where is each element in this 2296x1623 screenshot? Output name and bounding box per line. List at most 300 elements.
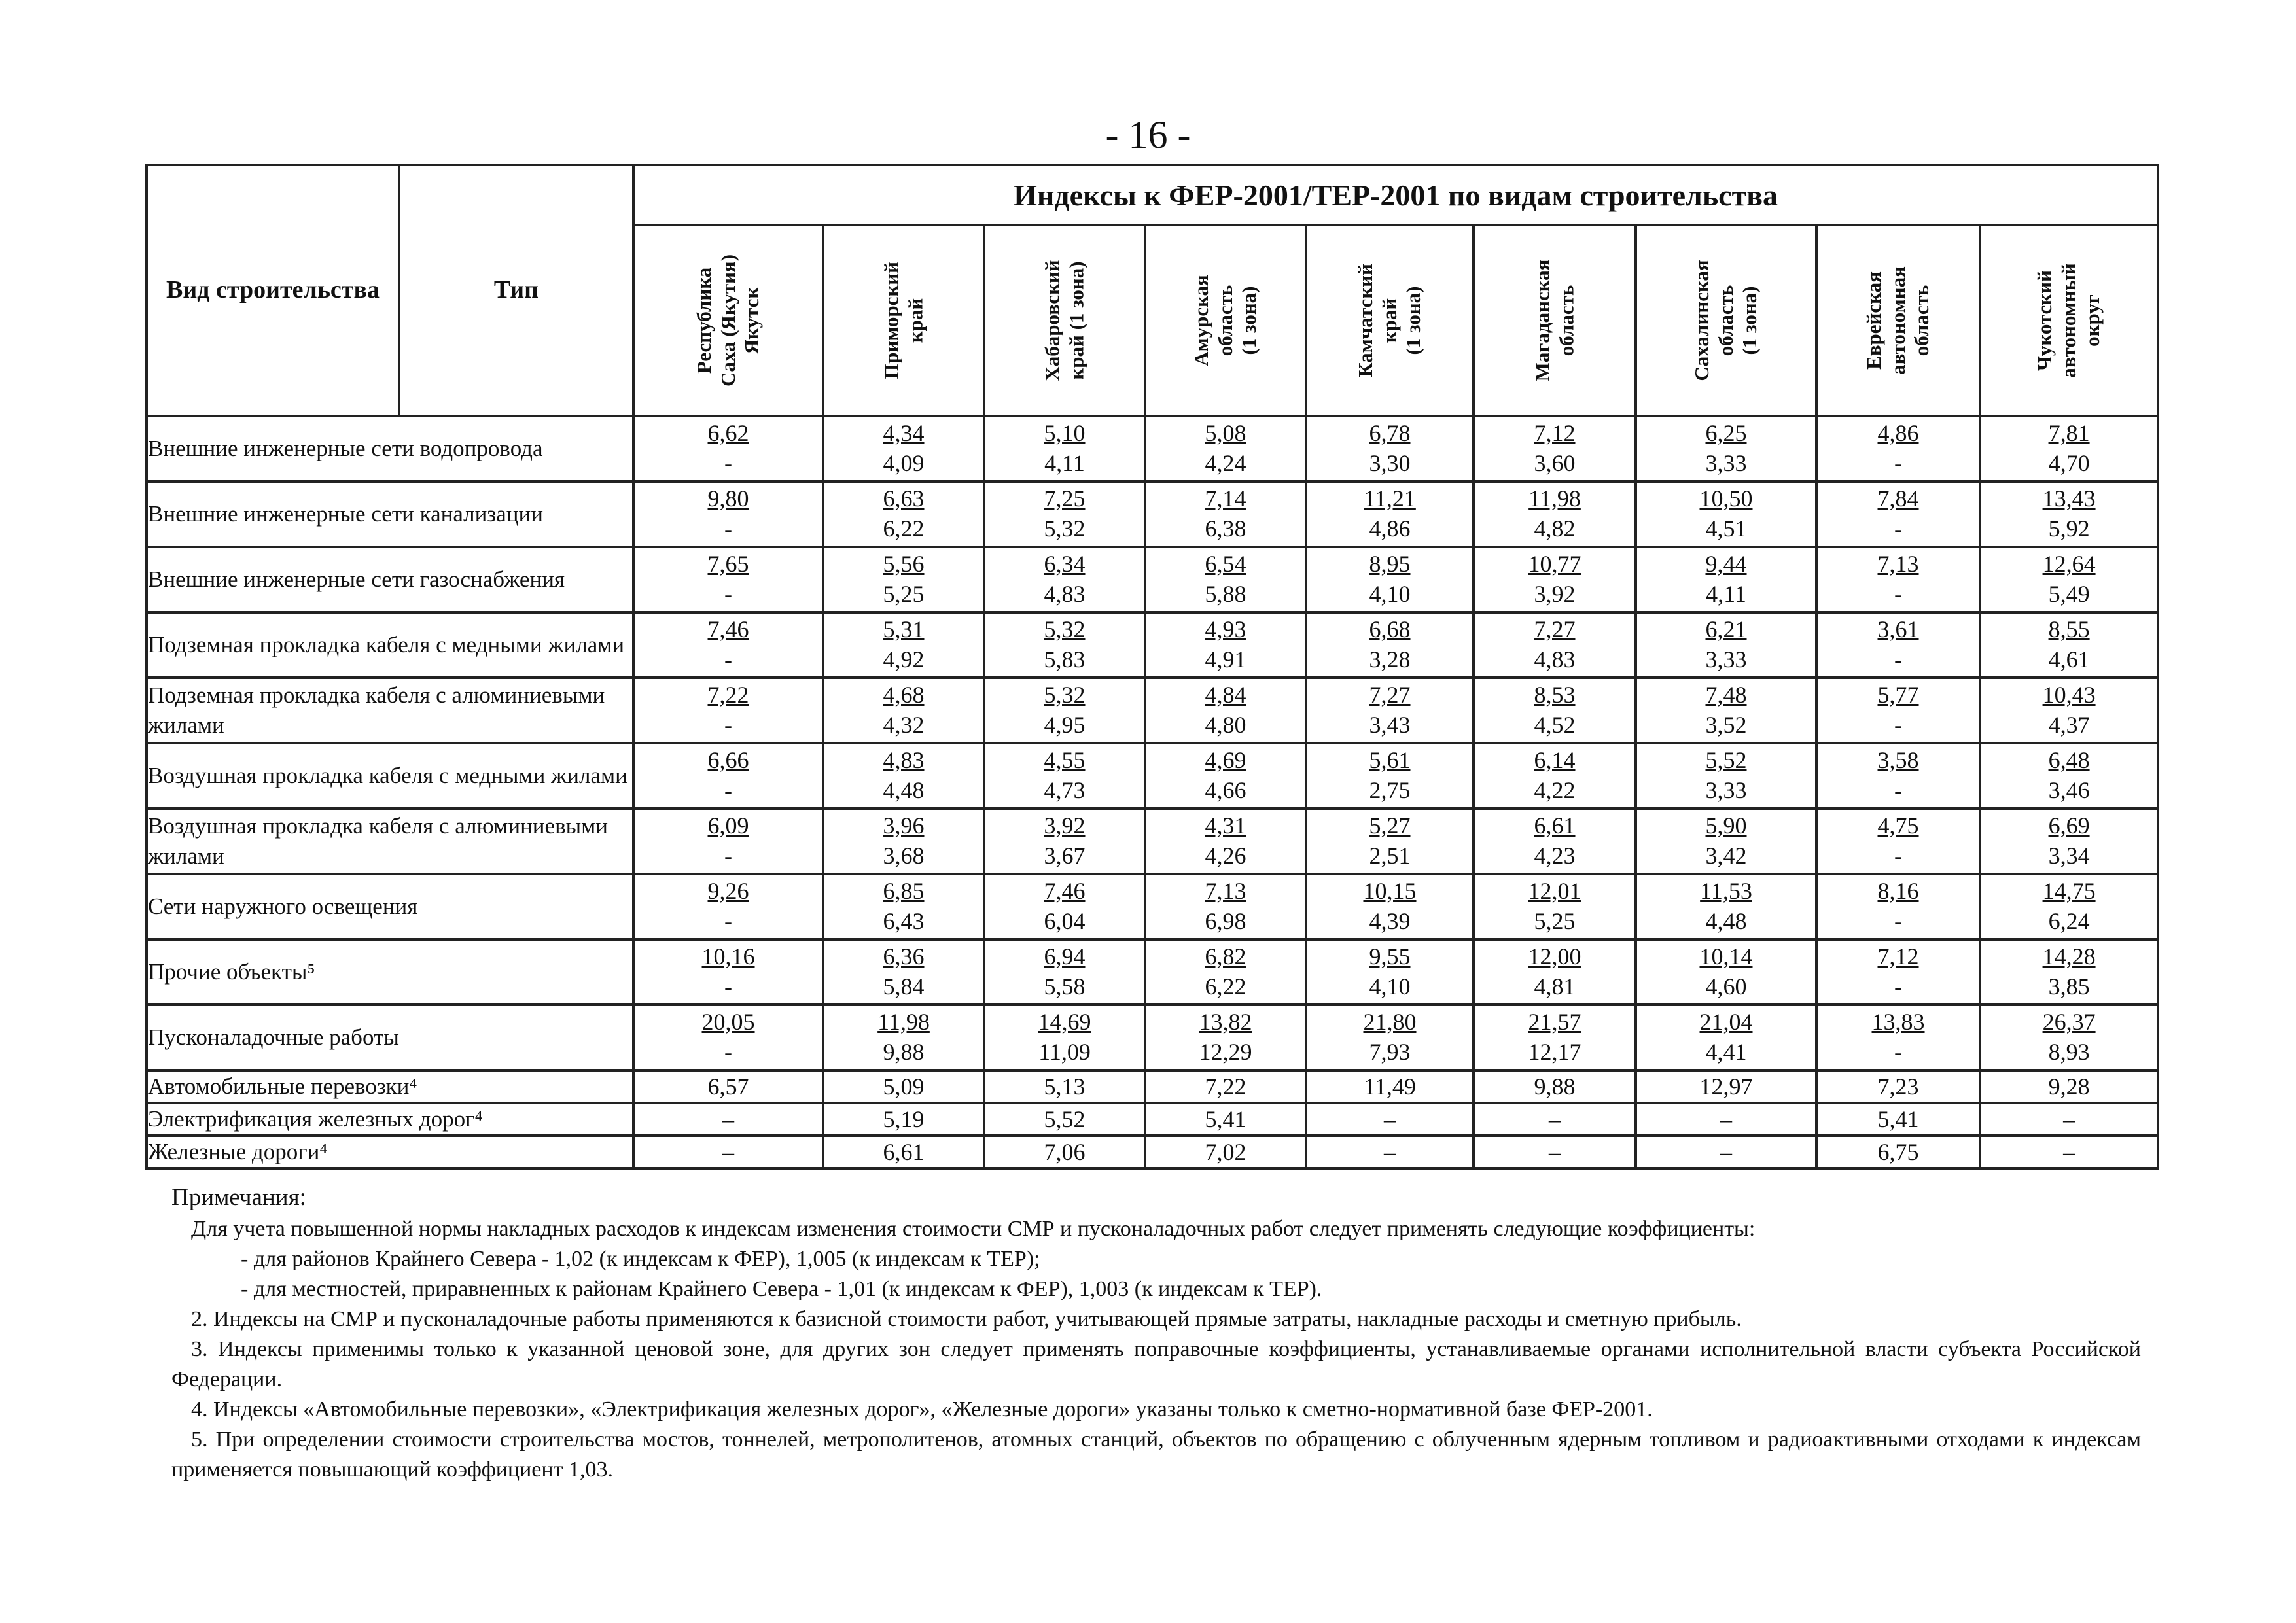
table-row xyxy=(147,743,2158,809)
index-smr: 11,21 xyxy=(1364,485,1416,512)
index-pnr: 4,60 xyxy=(1705,973,1747,1000)
index-cell xyxy=(1306,939,1474,1005)
index-cell xyxy=(1816,809,1980,874)
index-smr: 4,34 xyxy=(883,420,925,446)
index-cell: 6,75 xyxy=(1816,1136,1980,1168)
table-row xyxy=(147,1103,2158,1136)
index-cell xyxy=(1636,1005,1816,1070)
index-cell xyxy=(823,743,984,809)
index-cell: 6,57 xyxy=(633,1070,823,1103)
index-cell xyxy=(1980,743,2158,809)
index-pnr: - xyxy=(724,646,732,672)
index-cell xyxy=(633,612,823,678)
table-row xyxy=(147,874,2158,939)
index-pnr: 3,28 xyxy=(1369,646,1411,672)
table-row xyxy=(147,1005,2158,1070)
index-cell xyxy=(1306,416,1474,481)
index-pnr: - xyxy=(1894,450,1902,476)
index-cell xyxy=(1636,743,1816,809)
index-cell: 9,28 xyxy=(1980,1070,2158,1103)
index-smr: 6,68 xyxy=(1369,616,1411,642)
index-cell xyxy=(823,678,984,743)
index-pnr: 3,67 xyxy=(1044,843,1086,869)
index-cell xyxy=(1474,939,1636,1005)
index-cell: 7,22 xyxy=(1145,1070,1306,1103)
table-row xyxy=(147,416,2158,481)
row-name: Внешние инженерные сети газоснабжения xyxy=(147,547,633,612)
index-pnr: 4,39 xyxy=(1369,908,1411,934)
index-smr: 9,26 xyxy=(707,878,749,904)
index-cell xyxy=(1474,678,1636,743)
index-smr: 10,15 xyxy=(1363,878,1417,904)
region-label-line: край xyxy=(1377,298,1401,343)
index-smr: 6,78 xyxy=(1369,420,1411,446)
index-cell xyxy=(984,1005,1145,1070)
index-cell xyxy=(1145,874,1306,939)
index-cell: – xyxy=(1980,1103,2158,1136)
region-label-line: область xyxy=(1714,285,1737,357)
region-header-3 xyxy=(984,225,1145,416)
index-cell xyxy=(1636,874,1816,939)
index-pnr: 4,09 xyxy=(883,450,925,476)
index-cell xyxy=(1474,809,1636,874)
index-pnr: 3,46 xyxy=(2048,777,2090,803)
index-smr: 6,66 xyxy=(707,747,749,773)
index-smr: 5,61 xyxy=(1369,747,1411,773)
index-cell xyxy=(1636,678,1816,743)
region-label-line: край xyxy=(904,298,927,343)
row-name: Внешние инженерные сети канализации xyxy=(147,481,633,547)
row-name: Электрификация железных дорог⁴ xyxy=(147,1103,633,1136)
index-cell xyxy=(1306,612,1474,678)
index-pnr: 4,11 xyxy=(1044,450,1085,476)
index-cell xyxy=(1816,612,1980,678)
note-5: 5. При определении стоимости строительства мостов, тоннелей, метрополитенов, атомных станций, объектов по обращению с облученным ядерным топливом и радиоактивными отходами к индексам применяется повышающий коэффициент 1,03. xyxy=(171,1427,2141,1482)
index-pnr: 4,70 xyxy=(2048,450,2090,476)
region-header-2 xyxy=(823,225,984,416)
index-pnr: 4,32 xyxy=(883,712,925,738)
index-cell xyxy=(1636,612,1816,678)
region-label-line: (1 зона) xyxy=(1402,286,1425,355)
index-cell xyxy=(1474,874,1636,939)
index-smr: 7,46 xyxy=(707,616,749,642)
index-smr: 7,14 xyxy=(1205,485,1246,512)
index-cell xyxy=(1306,874,1474,939)
index-pnr: 4,52 xyxy=(1534,712,1576,738)
index-cell xyxy=(633,874,823,939)
index-smr: 11,53 xyxy=(1700,878,1752,904)
index-smr: 10,43 xyxy=(2042,682,2096,708)
index-pnr: - xyxy=(1894,646,1902,672)
row-name: Воздушная прокладка кабеля с медными жилами xyxy=(147,743,633,809)
index-cell xyxy=(1816,743,1980,809)
index-smr: 5,27 xyxy=(1369,812,1411,839)
index-smr: 6,63 xyxy=(883,485,925,512)
region-label-line: Магаданская xyxy=(1530,259,1554,382)
index-pnr: - xyxy=(1894,777,1902,803)
index-smr: 9,44 xyxy=(1705,551,1747,577)
note-intro: Для учета повышенной нормы накладных расходов к индексам изменения стоимости СМР и пусконаладочных работ следует применять следующие коэффициенты: xyxy=(191,1217,1756,1241)
index-cell xyxy=(1980,612,2158,678)
index-pnr: 4,23 xyxy=(1534,843,1576,869)
table-row xyxy=(147,809,2158,874)
index-smr: 6,14 xyxy=(1534,747,1576,773)
index-smr: 6,69 xyxy=(2048,812,2090,839)
index-smr: 4,55 xyxy=(1044,747,1086,773)
index-smr: 7,12 xyxy=(1877,943,1919,969)
index-pnr: - xyxy=(724,581,732,607)
index-pnr: 4,51 xyxy=(1705,515,1747,542)
index-cell xyxy=(1816,1005,1980,1070)
index-smr: 3,58 xyxy=(1877,747,1919,773)
table-row xyxy=(147,678,2158,743)
index-cell: – xyxy=(633,1103,823,1136)
index-smr: 14,75 xyxy=(2042,878,2096,904)
index-pnr: 4,22 xyxy=(1534,777,1576,803)
index-pnr: 12,29 xyxy=(1199,1039,1252,1065)
note-sub-2: - для местностей, приравненных к районам Крайнего Севера - 1,01 (к индексам к ФЕР), 1,003 (к индексам к ТЕР). xyxy=(241,1277,1322,1301)
region-label xyxy=(1530,260,1578,382)
index-smr: 12,64 xyxy=(2042,551,2096,577)
region-header-4 xyxy=(1145,225,1306,416)
index-smr: 14,28 xyxy=(2042,943,2096,969)
index-cell xyxy=(1474,612,1636,678)
index-cell xyxy=(823,612,984,678)
index-cell: 9,88 xyxy=(1474,1070,1636,1103)
index-smr: 14,69 xyxy=(1038,1009,1091,1035)
index-cell xyxy=(1145,612,1306,678)
index-smr: 7,13 xyxy=(1205,878,1246,904)
index-pnr: 5,32 xyxy=(1044,515,1086,542)
index-smr: 10,16 xyxy=(701,943,755,969)
index-cell xyxy=(633,939,823,1005)
index-cell: 5,52 xyxy=(984,1103,1145,1136)
index-pnr: 4,48 xyxy=(1705,908,1747,934)
index-pnr: 7,93 xyxy=(1369,1039,1411,1065)
table-row xyxy=(147,612,2158,678)
index-cell: 12,97 xyxy=(1636,1070,1816,1103)
index-cell xyxy=(1636,416,1816,481)
index-cell xyxy=(1980,547,2158,612)
index-smr: 5,08 xyxy=(1205,420,1246,446)
index-pnr: 3,33 xyxy=(1705,450,1747,476)
index-smr: 8,53 xyxy=(1534,682,1576,708)
index-pnr: 3,42 xyxy=(1705,843,1747,869)
table-row xyxy=(147,1136,2158,1168)
index-cell: 7,06 xyxy=(984,1136,1145,1168)
index-pnr: 3,33 xyxy=(1705,777,1747,803)
index-smr: 5,32 xyxy=(1044,682,1086,708)
column-header-vid: Вид строительства xyxy=(147,165,399,416)
index-smr: 11,98 xyxy=(1528,485,1581,512)
index-pnr: 4,83 xyxy=(1044,581,1086,607)
region-label-line: Хабаровский xyxy=(1040,260,1064,381)
index-pnr: 4,37 xyxy=(2048,712,2090,738)
table-row xyxy=(147,481,2158,547)
index-cell xyxy=(1306,1005,1474,1070)
index-smr: 8,16 xyxy=(1877,878,1919,904)
index-cell xyxy=(1816,547,1980,612)
index-smr: 6,21 xyxy=(1705,616,1747,642)
region-label xyxy=(1040,260,1088,381)
index-smr: 11,98 xyxy=(877,1009,930,1035)
index-pnr: - xyxy=(724,1039,732,1065)
index-pnr: - xyxy=(724,515,732,542)
index-smr: 7,27 xyxy=(1369,682,1411,708)
index-smr: 26,37 xyxy=(2042,1009,2096,1035)
index-pnr: 6,22 xyxy=(1205,973,1246,1000)
index-pnr: 3,33 xyxy=(1705,646,1747,672)
region-header-1 xyxy=(633,225,823,416)
index-smr: 10,50 xyxy=(1699,485,1753,512)
region-label-line: округ xyxy=(2081,294,2104,347)
page-number: - 16 - xyxy=(1105,113,1191,156)
index-smr: 4,83 xyxy=(883,747,925,773)
index-pnr: - xyxy=(1894,581,1902,607)
region-label xyxy=(692,254,764,387)
index-pnr: 4,86 xyxy=(1369,515,1411,542)
index-cell: – xyxy=(1474,1103,1636,1136)
region-label-line: Еврейская xyxy=(1862,271,1886,370)
index-cell xyxy=(1816,416,1980,481)
index-cell: – xyxy=(633,1136,823,1168)
index-cell xyxy=(1636,547,1816,612)
index-cell xyxy=(633,809,823,874)
index-cell: – xyxy=(1980,1136,2158,1168)
index-pnr: 8,93 xyxy=(2048,1039,2090,1065)
index-smr: 6,48 xyxy=(2048,747,2090,773)
index-cell xyxy=(1636,481,1816,547)
index-smr: 7,48 xyxy=(1705,682,1747,708)
index-pnr: 4,92 xyxy=(883,646,925,672)
index-cell xyxy=(984,874,1145,939)
index-smr: 5,90 xyxy=(1705,812,1747,839)
index-cell xyxy=(1980,1005,2158,1070)
index-cell xyxy=(1980,678,2158,743)
index-cell: 11,49 xyxy=(1306,1070,1474,1103)
index-cell xyxy=(1474,1005,1636,1070)
table-row xyxy=(147,547,2158,612)
table-title: Индексы к ФЕР-2001/ТЕР-2001 по видам строительства xyxy=(633,165,2158,225)
region-label xyxy=(879,262,927,379)
index-pnr: 6,98 xyxy=(1205,908,1246,934)
index-smr: 7,84 xyxy=(1877,485,1919,512)
index-pnr: 6,04 xyxy=(1044,908,1086,934)
index-smr: 7,81 xyxy=(2048,420,2090,446)
index-cell xyxy=(1145,743,1306,809)
index-cell xyxy=(1306,743,1474,809)
index-pnr: 4,82 xyxy=(1534,515,1576,542)
index-pnr: 11,09 xyxy=(1038,1039,1091,1065)
index-cell xyxy=(1474,547,1636,612)
index-smr: 3,92 xyxy=(1044,812,1086,839)
index-smr: 7,25 xyxy=(1044,485,1086,512)
index-cell xyxy=(984,481,1145,547)
index-cell: 5,09 xyxy=(823,1070,984,1103)
index-cell: – xyxy=(1636,1136,1816,1168)
index-cell xyxy=(984,547,1145,612)
index-pnr: 9,88 xyxy=(883,1039,925,1065)
index-smr: 21,04 xyxy=(1699,1009,1753,1035)
index-smr: 4,68 xyxy=(883,682,925,708)
index-cell: 5,41 xyxy=(1145,1103,1306,1136)
region-label-line: автономная xyxy=(1886,266,1909,375)
index-cell xyxy=(1474,481,1636,547)
index-cell xyxy=(1306,481,1474,547)
index-pnr: 4,66 xyxy=(1205,777,1246,803)
region-label-line: (1 зона) xyxy=(1237,286,1261,355)
index-pnr: 4,91 xyxy=(1205,646,1246,672)
index-cell xyxy=(1980,939,2158,1005)
index-cell xyxy=(1980,809,2158,874)
table-row xyxy=(147,1070,2158,1103)
index-pnr: 3,43 xyxy=(1369,712,1411,738)
index-pnr: - xyxy=(724,450,732,476)
index-pnr: 4,24 xyxy=(1205,450,1246,476)
table-body xyxy=(147,416,2158,1168)
index-smr: 6,94 xyxy=(1044,943,1086,969)
index-smr: 6,36 xyxy=(883,943,925,969)
region-label xyxy=(1690,260,1762,381)
note-4: 4. Индексы «Автомобильные перевозки», «Электрификация железных дорог», «Железные дороги» указаны только к сметно-нормативной базе ФЕР-2001. xyxy=(191,1397,1653,1422)
note-sub-1: - для районов Крайнего Севера - 1,02 (к индексам к ФЕР), 1,005 (к индексам к ТЕР); xyxy=(241,1247,1040,1271)
notes-title: Примечания: xyxy=(171,1184,306,1211)
index-cell xyxy=(823,874,984,939)
index-pnr: 6,22 xyxy=(883,515,925,542)
index-cell xyxy=(1980,874,2158,939)
index-pnr: 5,58 xyxy=(1044,973,1086,1000)
index-pnr: 5,49 xyxy=(2048,581,2090,607)
region-label-line: область xyxy=(1555,285,1578,357)
index-pnr: 3,92 xyxy=(1534,581,1576,607)
index-cell xyxy=(1474,416,1636,481)
region-label-line: Камчатский xyxy=(1354,264,1377,377)
index-cell xyxy=(1145,481,1306,547)
index-pnr: 5,84 xyxy=(883,973,925,1000)
index-pnr: 12,17 xyxy=(1528,1039,1581,1065)
index-cell xyxy=(1145,547,1306,612)
region-label-line: Чукотский xyxy=(2033,270,2057,371)
index-pnr: - xyxy=(1894,1039,1902,1065)
index-smr: 4,93 xyxy=(1205,616,1246,642)
region-label-line: край (1 зона) xyxy=(1065,261,1087,380)
index-smr: 4,75 xyxy=(1877,812,1919,839)
row-name: Автомобильные перевозки⁴ xyxy=(147,1070,633,1103)
index-smr: 13,82 xyxy=(1199,1009,1252,1035)
index-smr: 5,77 xyxy=(1877,682,1919,708)
index-cell xyxy=(823,809,984,874)
index-pnr: 5,83 xyxy=(1044,646,1086,672)
index-smr: 8,95 xyxy=(1369,551,1411,577)
index-pnr: - xyxy=(1894,908,1902,934)
index-smr: 10,77 xyxy=(1528,551,1581,577)
index-smr: 6,54 xyxy=(1205,551,1246,577)
index-pnr: - xyxy=(1894,712,1902,738)
index-pnr: 5,25 xyxy=(883,581,925,607)
region-header-6 xyxy=(1474,225,1636,416)
index-cell xyxy=(823,481,984,547)
index-smr: 7,46 xyxy=(1044,878,1086,904)
index-smr: 6,34 xyxy=(1044,551,1086,577)
index-cell xyxy=(1145,1005,1306,1070)
row-name: Внешние инженерные сети водопровода xyxy=(147,416,633,481)
index-pnr: 4,10 xyxy=(1369,581,1411,607)
row-name: Сети наружного освещения xyxy=(147,874,633,939)
index-cell: 7,02 xyxy=(1145,1136,1306,1168)
index-smr: 7,12 xyxy=(1534,420,1576,446)
index-smr: 9,55 xyxy=(1369,943,1411,969)
index-cell xyxy=(1145,939,1306,1005)
index-smr: 13,43 xyxy=(2042,485,2096,512)
index-pnr: 4,95 xyxy=(1044,712,1086,738)
index-cell xyxy=(823,416,984,481)
index-cell: 5,41 xyxy=(1816,1103,1980,1136)
index-cell xyxy=(1306,678,1474,743)
index-pnr: 4,73 xyxy=(1044,777,1086,803)
index-cell xyxy=(633,481,823,547)
index-smr: 4,31 xyxy=(1205,812,1246,839)
index-cell: 5,19 xyxy=(823,1103,984,1136)
index-smr: 7,65 xyxy=(707,551,749,577)
index-smr: 5,56 xyxy=(883,551,925,577)
index-smr: 5,32 xyxy=(1044,616,1086,642)
index-cell xyxy=(984,416,1145,481)
region-label-line: Республика xyxy=(692,267,716,374)
region-label xyxy=(1190,275,1262,366)
index-smr: 7,13 xyxy=(1877,551,1919,577)
index-smr: 7,22 xyxy=(707,682,749,708)
index-pnr: - xyxy=(724,777,732,803)
index-cell xyxy=(633,547,823,612)
index-pnr: - xyxy=(1894,973,1902,1000)
index-smr: 13,83 xyxy=(1871,1009,1925,1035)
index-pnr: - xyxy=(724,712,732,738)
index-cell xyxy=(984,612,1145,678)
index-smr: 12,01 xyxy=(1528,878,1581,904)
index-pnr: 4,61 xyxy=(2048,646,2090,672)
region-label-line: Якутск xyxy=(740,287,764,355)
index-pnr: 5,92 xyxy=(2048,515,2090,542)
index-cell: – xyxy=(1474,1136,1636,1168)
index-smr: 6,09 xyxy=(707,812,749,839)
index-pnr: 2,75 xyxy=(1369,777,1411,803)
index-cell xyxy=(1816,678,1980,743)
region-label xyxy=(2033,263,2105,378)
row-name: Воздушная прокладка кабеля с алюминиевыми жилами xyxy=(147,809,633,874)
index-smr: 3,96 xyxy=(883,812,925,839)
index-smr: 8,55 xyxy=(2048,616,2090,642)
index-smr: 6,82 xyxy=(1205,943,1246,969)
index-smr: 6,85 xyxy=(883,878,925,904)
index-cell: – xyxy=(1306,1136,1474,1168)
index-cell xyxy=(1980,481,2158,547)
index-pnr: 4,48 xyxy=(883,777,925,803)
index-cell xyxy=(984,939,1145,1005)
index-cell xyxy=(1306,547,1474,612)
index-pnr: - xyxy=(1894,843,1902,869)
index-pnr: 3,68 xyxy=(883,843,925,869)
index-smr: 6,62 xyxy=(707,420,749,446)
index-pnr: 3,60 xyxy=(1534,450,1576,476)
index-pnr: 3,85 xyxy=(2048,973,2090,1000)
note-3: 3. Индексы применимы только к указанной ценовой зоне, для других зон следует применять поправочные коэффициенты, устанавливаемые органами исполнительной власти субъекта Российской Федерации. xyxy=(171,1337,2141,1391)
region-header-8 xyxy=(1816,225,1980,416)
column-header-tip: Тип xyxy=(399,165,633,416)
index-cell xyxy=(1636,939,1816,1005)
index-pnr: 5,25 xyxy=(1534,908,1576,934)
region-label xyxy=(1354,264,1426,377)
index-cell xyxy=(633,743,823,809)
